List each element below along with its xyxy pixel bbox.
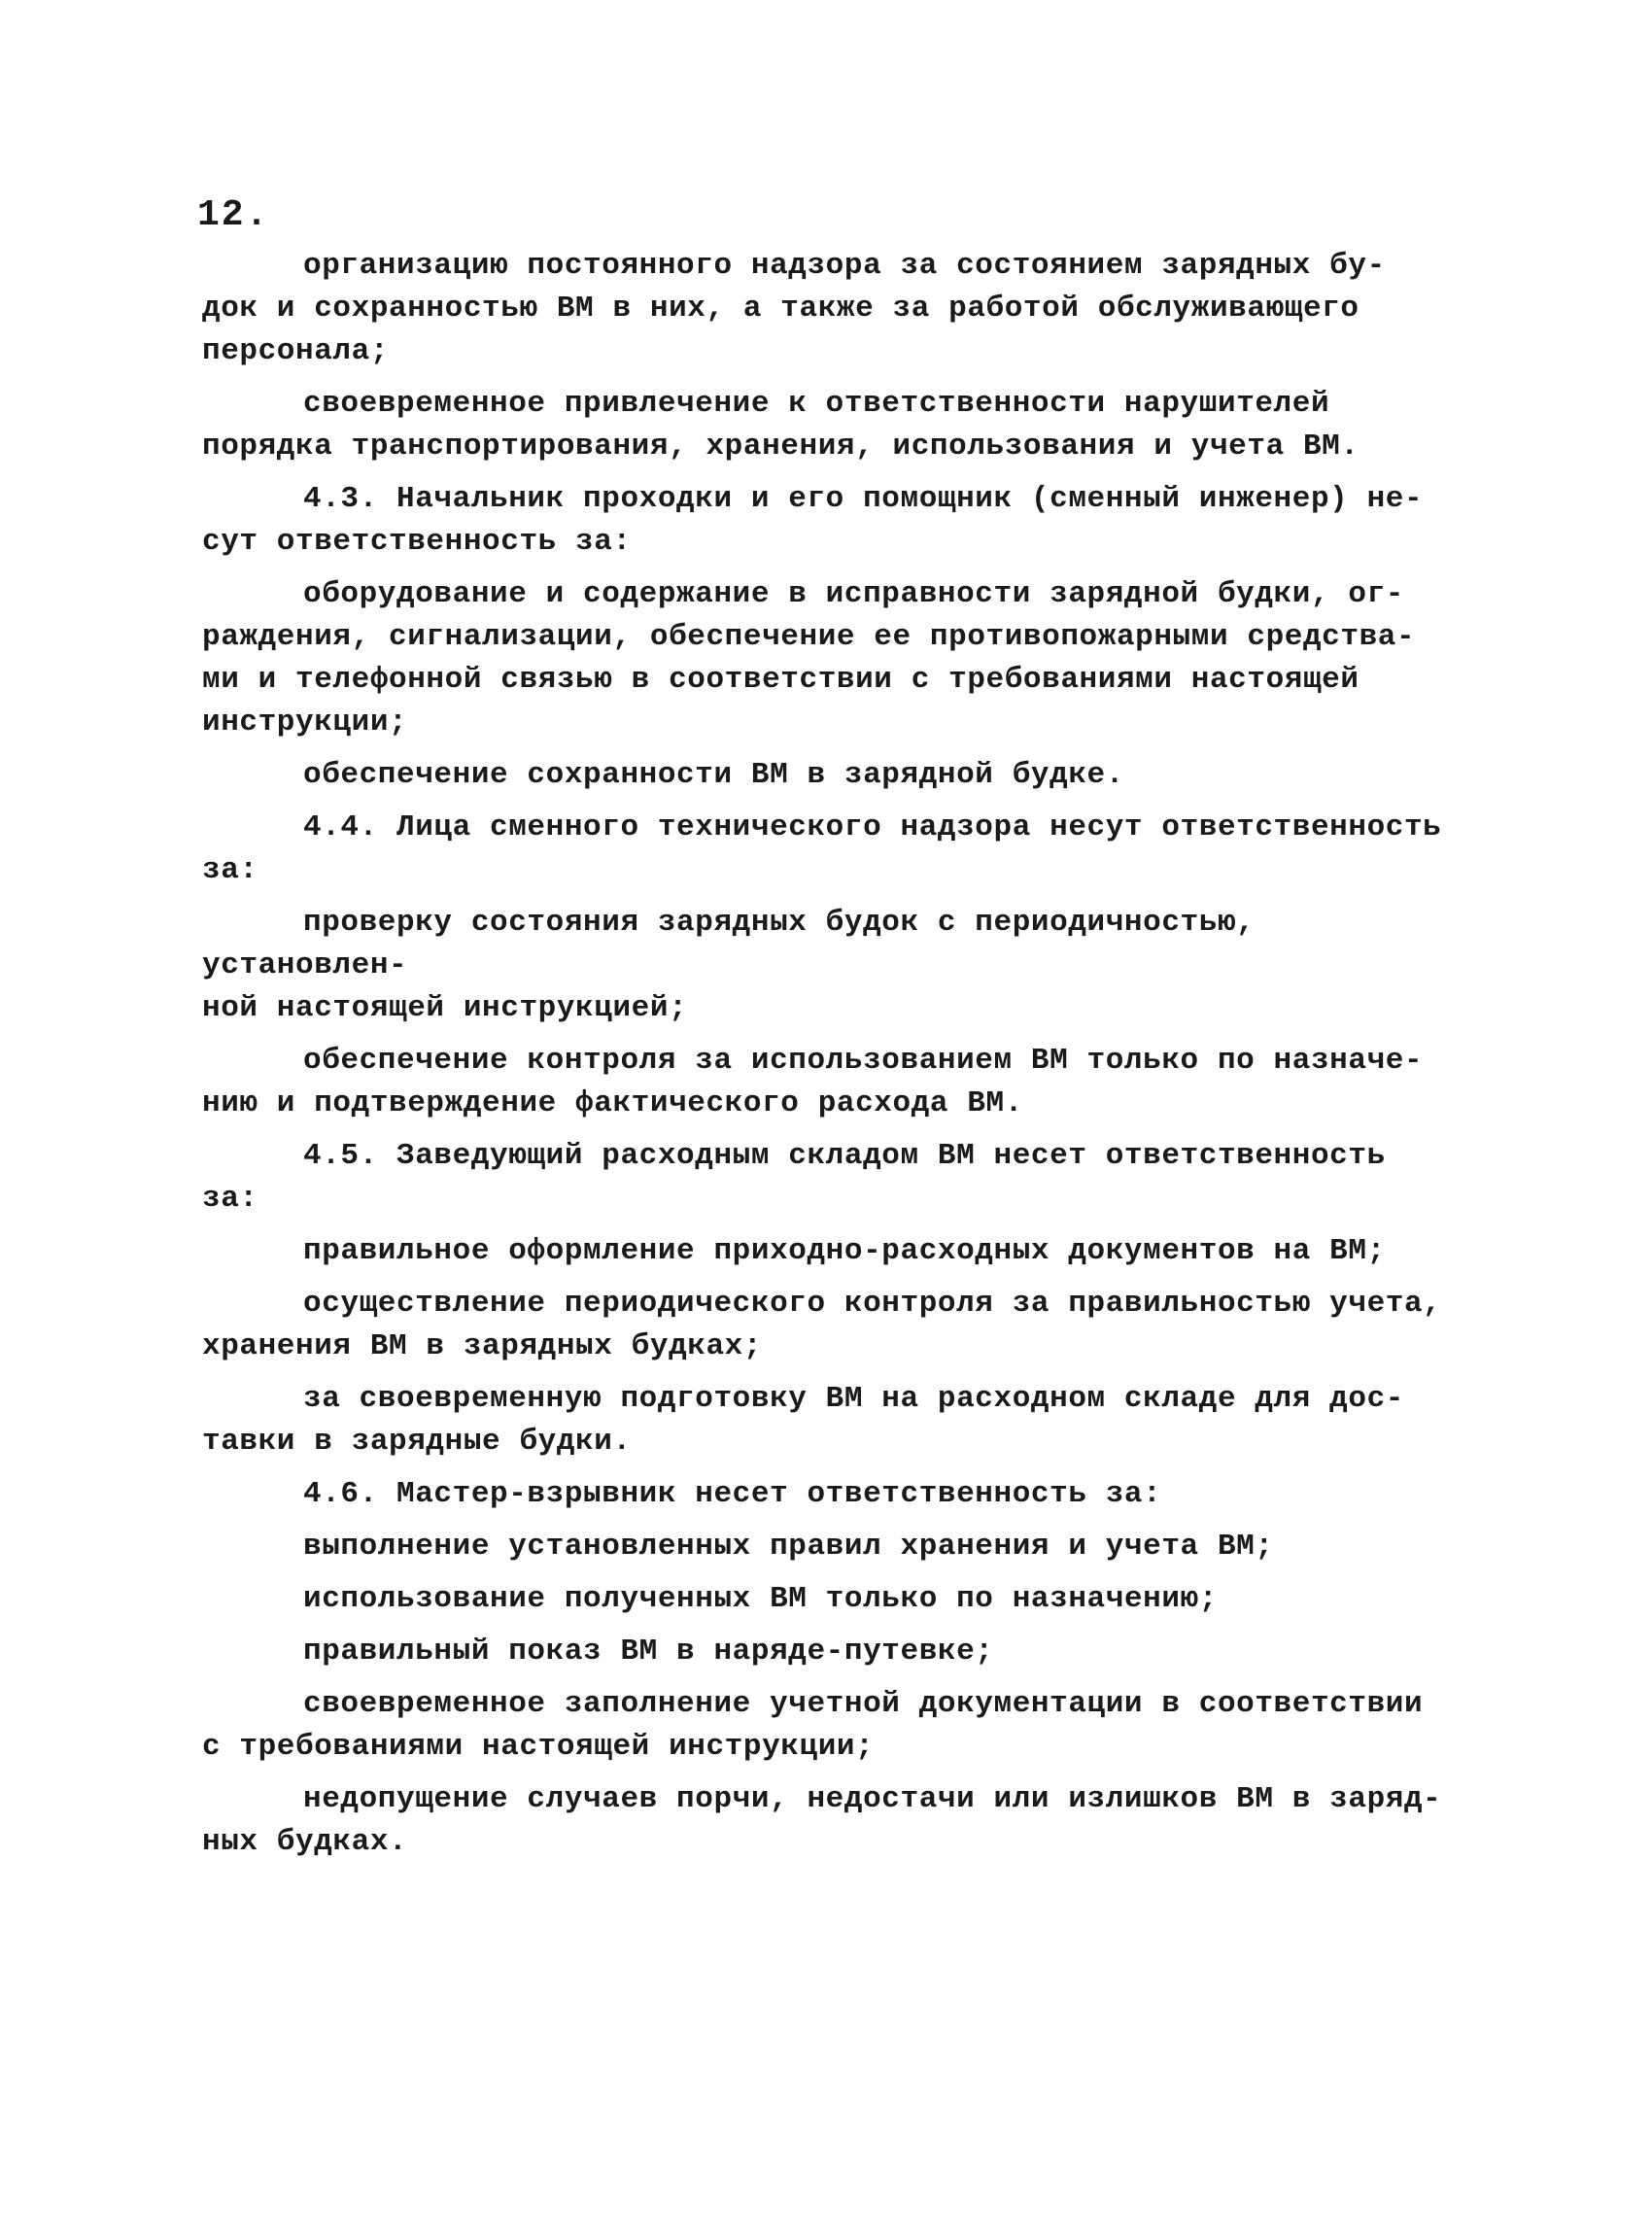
paragraph-periodic-control: осуществление периодического контроля за правильностью учета, хранения ВМ в зарядных будках; bbox=[202, 1287, 1442, 1363]
paragraph-storage-rules: выполнение установленных правил хранения и учета ВМ; bbox=[303, 1530, 1274, 1564]
paragraph-inspection: проверку состояния зарядных будок с периодичностью, установлен- ной настоящей инструкцией; bbox=[202, 906, 1256, 1025]
document-body bbox=[202, 245, 1465, 1864]
paragraph-timely-liability: своевременное привлечение к ответственности нарушителей порядка транспортирования, хранения, использования и учета ВМ. bbox=[202, 387, 1359, 464]
paragraph-usage-control: обеспечение контроля за использованием ВМ только по назначе- нию и подтверждение фактического расхода ВМ. bbox=[202, 1044, 1424, 1120]
paragraph-4-3-heading: 4.3. Начальник проходки и его помощник (сменный инженер) не- сут ответственность за: bbox=[202, 482, 1424, 559]
paragraph-4-6-heading: 4.6. Мастер-взрывник несет ответственность за: bbox=[303, 1477, 1162, 1511]
paragraph-waybill: правильный показ ВМ в наряде-путевке; bbox=[303, 1635, 994, 1669]
paragraph-documents: правильное оформление приходно-расходных документов на ВМ; bbox=[303, 1234, 1386, 1268]
paragraph-preparation: за своевременную подготовку ВМ на расходном складе для дос- тавки в зарядные будки. bbox=[202, 1382, 1404, 1459]
paragraph-prevention: недопущение случаев порчи, недостачи или излишков ВМ в заряд- ных будках. bbox=[202, 1782, 1442, 1859]
paragraph-safekeeping: обеспечение сохранности ВМ в зарядной будке. bbox=[303, 758, 1124, 792]
paragraph-intended-use: использование полученных ВМ только по назначению; bbox=[303, 1582, 1218, 1616]
paragraph-4-5-heading: 4.5. Заведующий расходным складом ВМ несет ответственность за: bbox=[202, 1139, 1386, 1216]
paragraph-documentation: своевременное заполнение учетной документации в соответствии с требованиями настоящей инструкции; bbox=[202, 1687, 1424, 1764]
paragraph-equipment-maintenance: оборудование и содержание в исправности зарядной будки, ог- раждения, сигнализации, обеспечение ее противопожарными средства- ми и телефонной связью в соответствии с требованиями настоящей инструкции; bbox=[202, 577, 1416, 740]
page-number: 12. bbox=[197, 194, 270, 236]
paragraph-4-4-heading: 4.4. Лица сменного технического надзора несут ответственность за: bbox=[202, 810, 1442, 887]
paragraph-supervision-organization: организацию постоянного надзора за состоянием зарядных бу- док и сохранностью ВМ в них, а также за работой обслуживающего персонала; bbox=[202, 249, 1386, 368]
